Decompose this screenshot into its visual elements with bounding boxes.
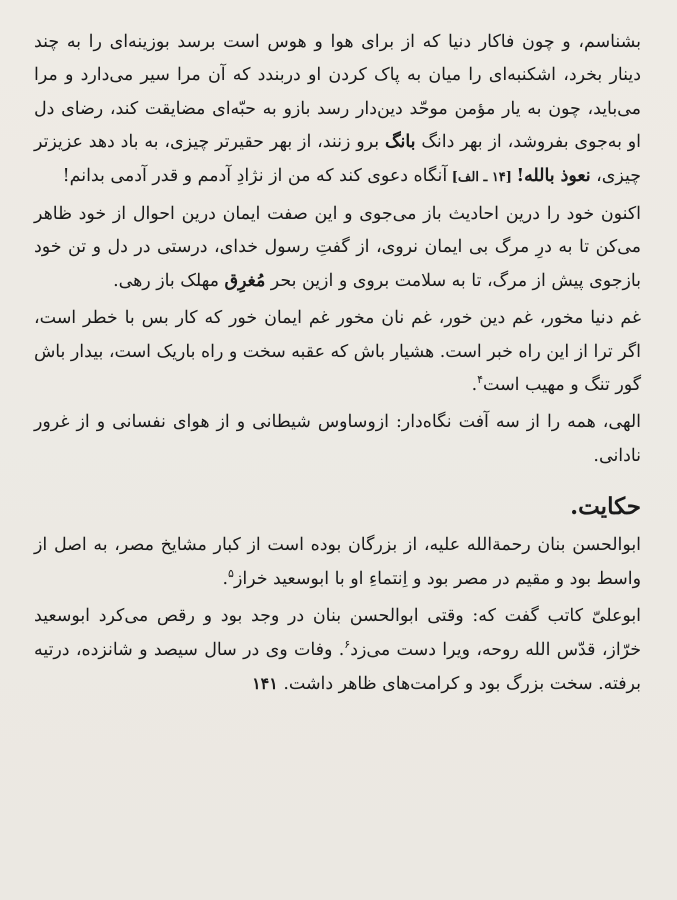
paragraph-2-text-a: اکنون خود را درین احادیث باز می‌جوی و این صفت ایمان درین احوال از خود ظاهر می‌کن تا به درِ مرگ بی ایمان نروی، از گفتِ رسول خدای، درستی در دل و تن خود بازجوی پیش از مرگ، تا به سلامت بروی و ازین بحر (34, 204, 641, 291)
paragraph-1-text-a: بشناسم، و چون فاکار دنیا که از برای هوا و هوس است برسد بوزینه‌ای را به چند دینار بخرد، اشکنبه‌ای را میان به پاک کردن او دربندد که آن مرا سیر می‌دارد و مرا می‌باید، چون به یار مؤمن موحّد دین‌دار رسد بازو به حبّه‌ای مضایقت کند، رضای دل او به‌جوی بفروشد، از بهر دانگ (34, 32, 642, 153)
paragraph-2 (34, 198, 641, 298)
paragraph-6-text-a: ابوعلیّ کاتب گفت که: وقتی ابوالحسن بنان در وجد بود و رقص می‌کرد ابوسعید خرّاز، قدّس الله روحه، ویرا دست می‌زد (34, 606, 642, 660)
paragraph-5-text: ابوالحسن بنان رحمة‌الله علیه، از بزرگان بوده است از کبار مشایخ مصر، به اصل از واسط بود و مقیم در مصر بود و اِنتماءِ او با ابوسعید خراز (34, 535, 641, 589)
paragraph-6 (34, 600, 641, 701)
bold-phrase-naudhu: نعوذ بالله! (516, 165, 591, 186)
section-heading: حکایت. (570, 493, 641, 521)
paragraph-3-text: غم دنیا مخور، غم دین خور، غم نان مخور غم ایمان خور که کار بس با خطر است، اگر ترا از این راه خبر است. هشیار باش که عقبه سخت و راه باریک است، بیدار باش گور تنگ و مهیب است (34, 308, 641, 396)
footnote-marker-6: ۶ (344, 637, 351, 651)
footnote-marker-4: ۴ (477, 373, 484, 387)
paragraph-4 (34, 406, 641, 473)
paragraph-1 (34, 26, 641, 194)
paragraph-3: غم دنیا مخور، غم دین خور، غم نان مخور غم ایمان خور که کار بس با خطر است، اگر ترا از این راه خبر است. هشیار باش که عقبه سخت و راه باریک است، بیدار باش گور تنگ و مهیب است$^۴$. (34, 308, 641, 396)
bold-word-bang: بانگ (384, 132, 416, 153)
page-number: ۱۴۱ (252, 673, 278, 693)
paragraph-2-text-b: مهلک باز رهی. (113, 270, 225, 291)
paragraph-5: ابوالحسن بنان رحمة‌الله علیه، از بزرگان بوده است از کبار مشایخ مصر، به اصل از واسط بود و مقیم در مصر بود و اِنتماءِ او با ابوسعید خراز$^۵$. (34, 535, 641, 589)
text-body (34, 26, 641, 701)
folio-reference: [۱۴ ـ الف] (447, 169, 517, 185)
paragraph-4-text: الهی، همه را از سه آفت نگاه‌دار: ازوساوس شیطانی و از هوای نفسانی و از غرور نادانی. (34, 412, 641, 466)
paragraph-1-text-c: آنگاه دعوی کند که من از نژادِ آدمم و قدر آدمی بدانم! (62, 165, 448, 186)
footnote-marker-5: ۵ (228, 566, 234, 580)
paragraph-1-text-b: برو زنند، از بهر حقیرتر چیزی، به باد دهد عزیزتر چیزی، (34, 132, 641, 186)
bold-word-mughriq: مُغرِق (224, 270, 266, 291)
paragraph-6-text-b: . وفات وی در سال سیصد و شانزده، درتیه برفته. سخت بزرگ بود و کرامت‌های ظاهر داشت. (34, 639, 641, 694)
